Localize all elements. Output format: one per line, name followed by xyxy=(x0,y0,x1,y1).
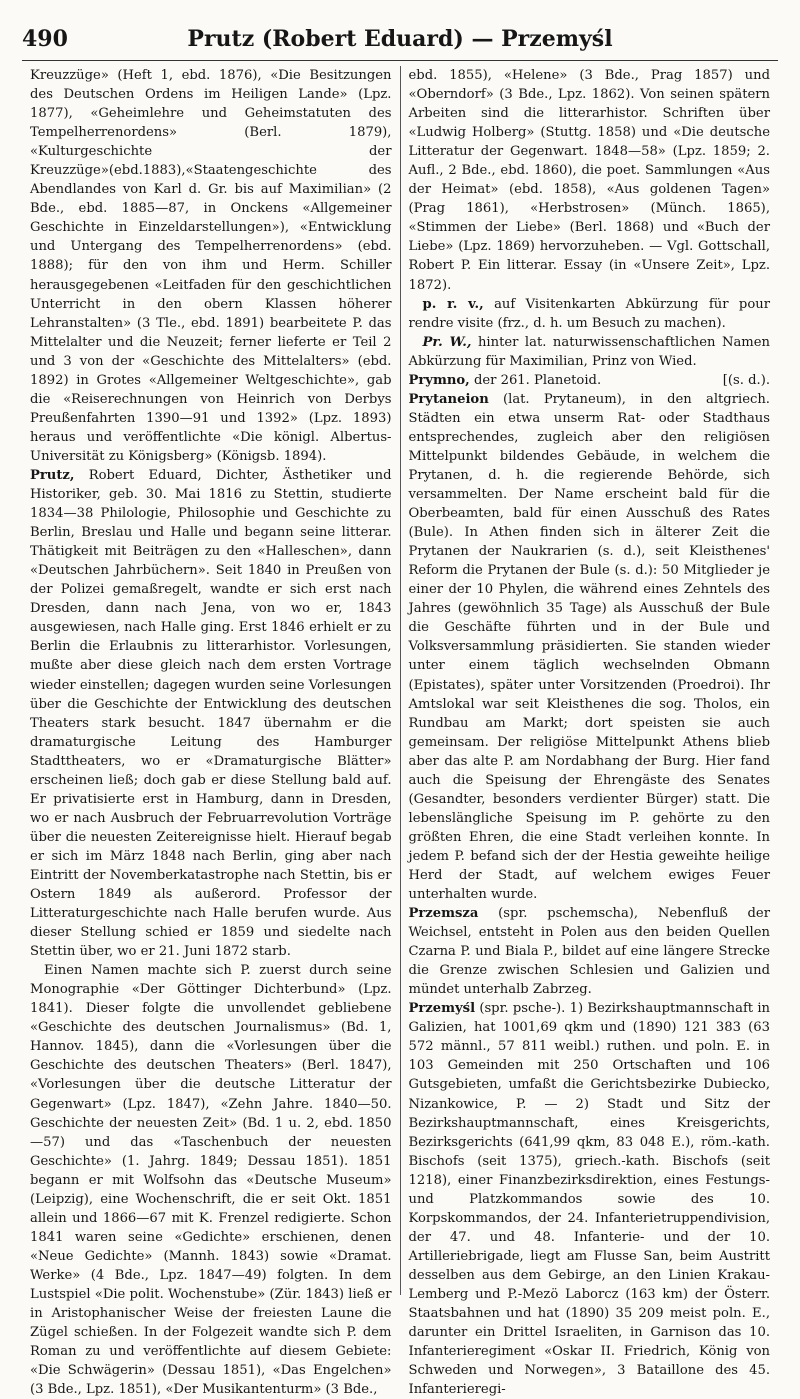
dictionary-entry xyxy=(409,904,771,999)
entry-paragraph xyxy=(30,961,392,1399)
entry-text: der 261. Planetoid. xyxy=(473,372,602,388)
entry-text: (spr. psche-). 1) Bezirkshauptmannschaft in Galizien, hat 1001,69 qkm und (1890) 121 383 (63 572 männl., 57 811 weibl.) ruthen. und poln. E. in 103 Gemeinden mit 250 Ortschaften und 106 Gutsgebieten, umfaßt die Gerichtsbezirke Dubiecko, Nizankowice, P. — 2) Stadt und Sitz der Bezirkshauptmannschaft, eines Kreisgerichts, Bezirksgerichts (641,99 qkm, 83 048 E.), röm.-kath. Bischofs (seit 1375), griech.-kath. Bischofs (seit 1218), einer Finanzbezirksdirektion, eines Festungs- und Platzkommandos sowie des 10. Korpskommandos, der 24. Infanterietruppendivision, der 47. und 48. Infanterie- und der 10. Artilleriebrigade, liegt am Flusse San, beim Austritt desselben aus dem Gebirge, an den Linien Krakau-Lemberg und P.-Mezö Laborcz (163 km) der Österr. Staatsbahnen und hat (1890) 35 209 meist poln. E., darunter ein Drittel Israeliten, in Garnison das 10. Infanterieregiment «Oskar II. Friedrich, König von Schweden und Norwegen», 3 Bataillone des 45. Infanterieregi- xyxy=(408,1001,770,1398)
left-column xyxy=(22,66,400,1398)
dictionary-entry xyxy=(409,390,771,904)
entry-headword: Pr. W., xyxy=(422,334,472,350)
dictionary-entry xyxy=(409,371,771,390)
dictionary-entry xyxy=(30,466,392,961)
page-number: 490 xyxy=(22,26,68,52)
entry-text: Robert Eduard, Dichter, Ästhetiker und Historiker, geb. 30. Mai 1816 zu Stettin, studierte 1834—38 Philologie, Philosophie und Geschichte zu Berlin, Breslau und Halle und begann seine litterar. Thätigkeit mit Beiträgen zu den «Halleschen», dann «Deutschen Jahrbüchern». Seit 1840 in Preußen von der Polizei gemaßregelt, wandte er sich erst nach Dresden, dann nach Jena, von wo er, 1843 ausgewiesen, nach Halle ging. Erst 1846 erhielt er zu Berlin die Erlaubnis zu litterarhistor. Vorlesungen, mußte aber diese gleich nach dem ersten Vortrage wieder einstellen; dagegen wurden seine Vorlesungen über die Geschichte der Entwicklung des deutschen Theaters stark besucht. 1847 übernahm er die dramaturgische Leitung des Hamburger Stadttheaters, wo er «Dramaturgische Blätter» erscheinen ließ; doch gab er diese Stellung bald auf. Er privatisierte erst in Hamburg, dann in Dresden, wo er nach Ausbruch der Februarrevolution Vorträge über die neuesten Zeitereignisse hielt. Hierauf begab er sich im März 1848 nach Berlin, ging aber nach Eintritt der Novemberkatastrophe nach Stettin, bis er Ostern 1849 als außerord. Professor der Litteraturgeschichte nach Halle berufen wurde. Aus dieser Stellung schied er 1859 und siedelte nach Stettin über, wo er 21. Juni 1872 starb. xyxy=(30,467,392,960)
dictionary-entry xyxy=(409,295,771,333)
entry-paragraph xyxy=(30,66,392,466)
entry-text: Einen Namen machte sich P. zuerst durch seine Monographie «Der Göttinger Dichterbund» (Lpz. 1841). Dieser folgte die unvollendet gebliebene «Geschichte des deutschen Journalismus» (Bd. 1, Hannov. 1845), dann die «Vorlesungen über die Geschichte des deutschen Theaters» (Berl. 1847), «Vorlesungen über die deutsche Litteratur der Gegenwart» (Lpz. 1847), «Zehn Jahre. 1840—50. Geschichte der neuesten Zeit» (Bd. 1 u. 2, ebd. 1850—57) und das «Taschenbuch der neuesten Geschichte» (1. Jahrg. 1849; Dessau 1851). 1851 begann er mit Wolfsohn das «Deutsche Museum» (Leipzig), eine Wochenschrift, die er seit Okt. 1851 allein und 1866—67 mit K. Frenzel redigierte. Schon 1841 waren seine «Gedichte» erschienen, denen «Neue Gedichte» (Mannh. 1843) sowie «Dramat. Werke» (4 Bde., Lpz. 1847—49) folgten. In dem Lustspiel «Die polit. Wochenstube» (Zür. 1843) ließ er in Aristophanischer Weise der freiesten Laune die Zügel schießen. In der Folgezeit wandte sich P. dem Roman zu und veröffentlichte auf diesem Gebiete: «Die Schwägerin» (Dessau 1851), «Das Engelchen» (3 Bde., Lpz. 1851), «Der Musikantenturm» (3 Bde., xyxy=(30,963,392,1398)
entry-headword: Prymno, xyxy=(408,372,470,388)
running-head: Prutz (Robert Eduard) — Przemyśl xyxy=(187,26,613,52)
text-columns xyxy=(22,66,778,1398)
page-header xyxy=(22,22,778,56)
entry-text: hinter lat. naturwissenschaftlichen Namen Abkürzung für Maximilian, Prinz von Wied. xyxy=(408,334,770,369)
entry-text: ebd. 1855), «Helene» (3 Bde., Prag 1857) und «Oberndorf» (3 Bde., Lpz. 1862). Von seinen spätern Arbeiten sind die litterarhistor. Schriften über «Ludwig Holberg» (Stuttg. 1858) und «Die deutsche Litteratur der Gegenwart. 1848—58» (Lpz. 1859; 2. Aufl., 2 Bde., ebd. 1860), die poet. Sammlungen «Aus der Heimat» (ebd. 1858), «Aus goldenen Tagen» (Prag 1861), «Herbstrosen» (Münch. 1865), «Stimmen der Liebe» (Berl. 1868) und «Buch der Liebe» (Lpz. 1869) hervorzuheben. — Vgl. Gottschall, Robert P. Ein litterar. Essay (in «Unsere Zeit», Lpz. 1872). xyxy=(408,68,770,293)
entry-text: (lat. Prytaneum), in den altgriech. Städten ein etwa unserm Rat- oder Stadthaus entsprechendes, zugleich aber den religiösen Mittelpunkt bildendes Gebäude, in welchem die Prytanen, d. h. die regierende Behörde, sich versammelten. Der Name erscheint bald für die Oberbeamten, bald für einen Ausschuß des Rates (Bule). In Athen finden sich in älterer Zeit die Prytanen der Naukrarien (s. d.), seit Kleisthenes' Reform die Prytanen der Bule (s. d.): 50 Mitglieder je einer der 10 Phylen, die während eines Zehntels des Jahres (gewöhnlich 35 Tage) als Ausschuß der Bule die Geschäfte führten und in der Bule und Volksversammlung präsidierten. Sie standen wieder unter einem täglich wechselnden Obmann (Epistates), später unter Vorsitzenden (Proedroi). Ihr Amtslokal war seit Kleisthenes die sog. Tholos, ein Rundbau am Markt; dort speisten sie auch gemeinsam. Der religiöse Mittelpunkt Athens blieb aber das alte P. am Nordabhang der Burg. Hier fand auch die Speisung der Ehrengäste des Senates (Gesandter, besonders verdienter Bürger) statt. Die lebenslängliche Speisung im P. gehörte zu den größten Ehren, die eine Stadt verleihen konnte. In jedem P. befand sich der der Hestia geweihte heilige Herd der Stadt, auf welchem ewiges Feuer unterhalten wurde. xyxy=(408,391,770,903)
entry-headword: Przemsza xyxy=(408,906,479,922)
right-column xyxy=(401,66,779,1398)
dictionary-entry xyxy=(409,333,771,371)
entry-text: auf Visitenkarten Abkürzung für pour rendre visite (frz., d. h. um Besuch zu machen). xyxy=(408,296,770,331)
entry-headword: Prytaneion xyxy=(408,391,489,407)
cross-reference: [(s. d.). xyxy=(722,372,770,388)
entry-text: Kreuzzüge» (Heft 1, ebd. 1876), «Die Besitzungen des Deutschen Ordens im Heiligen Lande» (Lpz. 1877), «Geheimlehre und Geheimstatuten des Tempelherrenordens» (Berl. 1879), «Kulturgeschichte der Kreuzzüge»(ebd.1883),«Staatengeschichte des Abendlandes von Karl d. Gr. bis auf Maximilian» (2 Bde., ebd. 1885—87, in Onckens «Allgemeiner Geschichte in Einzeldarstellungen»), «Entwicklung und Untergang des Tempelherrenordens» (ebd. 1888); für den von ihm und Herm. Schiller herausgegebenen «Leitfaden für den geschichtlichen Unterricht in den obern Klassen höherer Lehranstalten» (3 Tle., ebd. 1891) bearbeitete P. das Mittelalter und die Neuzeit; ferner lieferte er Teil 2 und 3 von der «Geschichte des Mittelalters» (ebd. 1892) in Grotes «Allgemeiner Weltgeschichte», gab die «Reiserechnungen von Heinrich von Derbys Preußenfahrten 1390—91 und 1392» (Lpz. 1893) heraus und veröffentlichte «Die königl. Albertus-Universität zu Königsberg» (Königsb. 1894). xyxy=(30,68,392,464)
entry-headword: Przemyśl xyxy=(408,1001,476,1017)
header-rule xyxy=(22,60,778,61)
entry-paragraph xyxy=(409,66,771,295)
entry-headword: p. r. v., xyxy=(422,296,484,312)
dictionary-entry xyxy=(409,999,771,1399)
entry-text: (spr. pschemscha), Nebenfluß der Weichsel, entsteht in Polen aus den beiden Quellen Czarna P. und Biala P., bildet auf eine längere Strecke die Grenze zwischen Schlesien und Galizien und mündet unterhalb Zabrzeg. xyxy=(408,906,770,998)
entry-headword: Prutz, xyxy=(30,467,75,483)
